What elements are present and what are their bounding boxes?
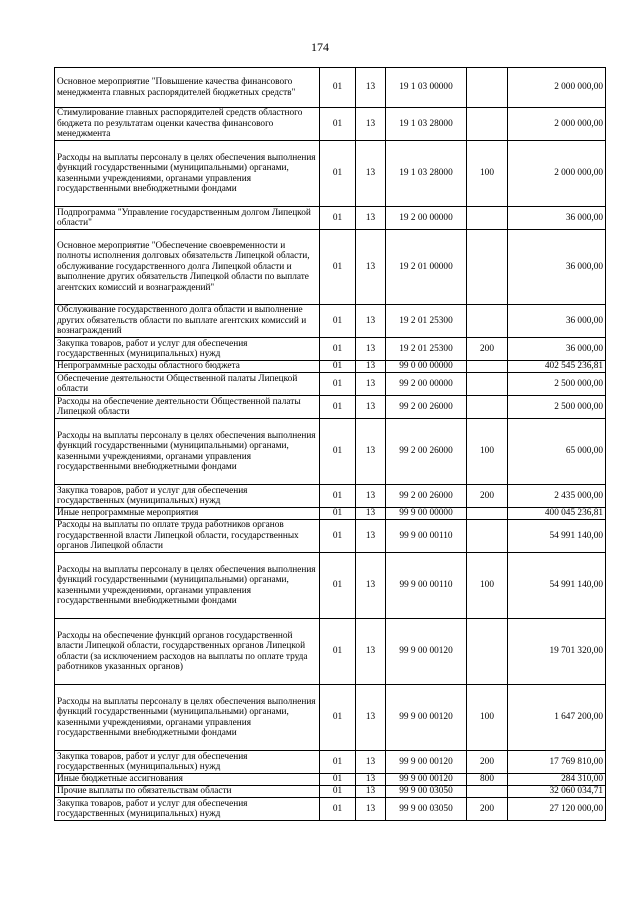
- row-section: 01: [320, 108, 356, 141]
- row-amount: 36 000,00: [508, 338, 606, 361]
- row-target-article: 99 0 00 00000: [386, 361, 467, 373]
- row-amount: 19 701 320,00: [508, 619, 606, 685]
- table-row: [55, 338, 606, 361]
- row-subsection: 13: [356, 419, 386, 485]
- row-target-article: 99 9 00 00120: [386, 751, 467, 774]
- row-amount: 400 045 236,81: [508, 508, 606, 520]
- table-row: [55, 373, 606, 396]
- row-subsection: 13: [356, 361, 386, 373]
- table-row: [55, 774, 606, 786]
- row-subsection: 13: [356, 305, 386, 338]
- row-section: 01: [320, 786, 356, 798]
- table-row: [55, 751, 606, 774]
- row-amount: 65 000,00: [508, 419, 606, 485]
- budget-table: [54, 67, 606, 821]
- row-expense-type: 100: [467, 685, 508, 751]
- row-name: Расходы на выплаты по оплате труда работников органов государственной власти Липецкой области, государственных органов Липецкой области: [55, 520, 320, 553]
- row-subsection: 13: [356, 68, 386, 108]
- row-name: Расходы на выплаты персоналу в целях обеспечения выполнения функций государственными (муниципальными) органами, казенными учреждениями, органами управления государственными внебюджетными фондами: [55, 419, 320, 485]
- row-target-article: 99 9 00 00110: [386, 520, 467, 553]
- row-section: 01: [320, 619, 356, 685]
- row-subsection: 13: [356, 553, 386, 619]
- row-name: Прочие выплаты по обязательствам области: [55, 786, 320, 798]
- row-target-article: 99 2 00 26000: [386, 485, 467, 508]
- row-target-article: 19 1 03 28000: [386, 108, 467, 141]
- row-amount: 2 000 000,00: [508, 108, 606, 141]
- row-name: Подпрограмма "Управление государственным долгом Липецкой области": [55, 207, 320, 230]
- row-amount: 2 435 000,00: [508, 485, 606, 508]
- row-name: Закупка товаров, работ и услуг для обеспечения государственных (муниципальных) нужд: [55, 751, 320, 774]
- table-row: [55, 68, 606, 108]
- row-expense-type: [467, 396, 508, 419]
- row-subsection: 13: [356, 396, 386, 419]
- row-name: Закупка товаров, работ и услуг для обеспечения государственных (муниципальных) нужд: [55, 485, 320, 508]
- row-target-article: 99 9 00 00110: [386, 553, 467, 619]
- table-row: [55, 230, 606, 305]
- row-target-article: 99 9 00 00000: [386, 508, 467, 520]
- row-amount: 2 500 000,00: [508, 396, 606, 419]
- row-amount: 54 991 140,00: [508, 553, 606, 619]
- row-amount: 2 000 000,00: [508, 68, 606, 108]
- row-name: Основное мероприятие "Обеспечение своевременности и полноты исполнения долговых обязательств Липецкой области, обслуживание государственного долга Липецкой области и выполнение других обязательств Липецкой области по выплате агентских комиссий и вознаграждений": [55, 230, 320, 305]
- row-subsection: 13: [356, 619, 386, 685]
- row-expense-type: [467, 508, 508, 520]
- row-section: 01: [320, 485, 356, 508]
- row-target-article: 19 2 00 00000: [386, 207, 467, 230]
- row-subsection: 13: [356, 798, 386, 821]
- row-expense-type: [467, 520, 508, 553]
- row-subsection: 13: [356, 520, 386, 553]
- row-section: 01: [320, 230, 356, 305]
- row-subsection: 13: [356, 508, 386, 520]
- row-target-article: 19 2 01 25300: [386, 338, 467, 361]
- table-row: [55, 798, 606, 821]
- row-target-article: 99 2 00 26000: [386, 419, 467, 485]
- row-section: 01: [320, 553, 356, 619]
- row-name: Обслуживание государственного долга области и выполнение других обязательств области по выплате агентских комиссий и вознаграждений: [55, 305, 320, 338]
- row-expense-type: [467, 619, 508, 685]
- row-section: 01: [320, 798, 356, 821]
- row-expense-type: 200: [467, 751, 508, 774]
- row-expense-type: 200: [467, 798, 508, 821]
- row-amount: 54 991 140,00: [508, 520, 606, 553]
- row-name: Расходы на обеспечение функций органов государственной власти Липецкой области, государственных органов Липецкой области (за исключением расходов на выплаты по оплате труда работников указанных органов): [55, 619, 320, 685]
- row-expense-type: 100: [467, 553, 508, 619]
- row-name: Иные бюджетные ассигнования: [55, 774, 320, 786]
- row-expense-type: [467, 373, 508, 396]
- row-target-article: 99 9 00 00120: [386, 619, 467, 685]
- row-amount: 27 120 000,00: [508, 798, 606, 821]
- row-amount: 36 000,00: [508, 305, 606, 338]
- table-row: [55, 685, 606, 751]
- table-row: [55, 520, 606, 553]
- row-subsection: 13: [356, 685, 386, 751]
- row-name: Расходы на выплаты персоналу в целях обеспечения выполнения функций государственными (муниципальными) органами, казенными учреждениями, органами управления государственными внебюджетными фондами: [55, 685, 320, 751]
- row-section: 01: [320, 207, 356, 230]
- row-subsection: 13: [356, 207, 386, 230]
- row-expense-type: [467, 230, 508, 305]
- row-subsection: 13: [356, 230, 386, 305]
- row-section: 01: [320, 751, 356, 774]
- row-subsection: 13: [356, 141, 386, 207]
- row-target-article: 99 9 00 00120: [386, 774, 467, 786]
- row-expense-type: 100: [467, 419, 508, 485]
- row-expense-type: [467, 207, 508, 230]
- row-expense-type: 200: [467, 338, 508, 361]
- row-subsection: 13: [356, 774, 386, 786]
- row-section: 01: [320, 520, 356, 553]
- row-amount: 2 000 000,00: [508, 141, 606, 207]
- row-amount: 36 000,00: [508, 207, 606, 230]
- row-name: Закупка товаров, работ и услуг для обеспечения государственных (муниципальных) нужд: [55, 338, 320, 361]
- row-subsection: 13: [356, 786, 386, 798]
- row-expense-type: [467, 786, 508, 798]
- row-section: 01: [320, 396, 356, 419]
- row-name: Обеспечение деятельности Общественной палаты Липецкой области: [55, 373, 320, 396]
- row-expense-type: [467, 108, 508, 141]
- row-subsection: 13: [356, 108, 386, 141]
- row-section: 01: [320, 419, 356, 485]
- table-row: [55, 419, 606, 485]
- table-row: [55, 141, 606, 207]
- row-subsection: 13: [356, 373, 386, 396]
- row-section: 01: [320, 338, 356, 361]
- row-expense-type: [467, 305, 508, 338]
- row-section: 01: [320, 373, 356, 396]
- row-target-article: 19 2 01 00000: [386, 230, 467, 305]
- row-amount: 36 000,00: [508, 230, 606, 305]
- row-target-article: 99 9 00 03050: [386, 798, 467, 821]
- row-target-article: 19 1 03 00000: [386, 68, 467, 108]
- row-target-article: 99 2 00 00000: [386, 373, 467, 396]
- row-section: 01: [320, 141, 356, 207]
- row-section: 01: [320, 305, 356, 338]
- table-row: [55, 207, 606, 230]
- row-amount: 284 310,00: [508, 774, 606, 786]
- row-expense-type: [467, 68, 508, 108]
- table-row: [55, 396, 606, 419]
- row-amount: 32 060 034,71: [508, 786, 606, 798]
- table-row: [55, 508, 606, 520]
- row-name: Расходы на выплаты персоналу в целях обеспечения выполнения функций государственными (муниципальными) органами, казенными учреждениями, органами управления государственными внебюджетными фондами: [55, 141, 320, 207]
- row-target-article: 19 2 01 25300: [386, 305, 467, 338]
- table-row: [55, 619, 606, 685]
- row-section: 01: [320, 68, 356, 108]
- table-row: [55, 786, 606, 798]
- budget-table-body: [55, 68, 606, 821]
- row-name: Непрограммные расходы областного бюджета: [55, 361, 320, 373]
- row-section: 01: [320, 508, 356, 520]
- row-name: Стимулирование главных распорядителей средств областного бюджета по результатам оценки качества финансового менеджмента: [55, 108, 320, 141]
- row-amount: 402 545 236,81: [508, 361, 606, 373]
- row-subsection: 13: [356, 485, 386, 508]
- row-amount: 17 769 810,00: [508, 751, 606, 774]
- row-amount: 1 647 200,00: [508, 685, 606, 751]
- row-target-article: 99 9 00 03050: [386, 786, 467, 798]
- row-name: Расходы на обеспечение деятельности Общественной палаты Липецкой области: [55, 396, 320, 419]
- row-expense-type: [467, 361, 508, 373]
- row-section: 01: [320, 361, 356, 373]
- row-target-article: 19 1 03 28000: [386, 141, 467, 207]
- table-row: [55, 361, 606, 373]
- row-target-article: 99 2 00 26000: [386, 396, 467, 419]
- table-row: [55, 553, 606, 619]
- table-row: [55, 305, 606, 338]
- row-name: Расходы на выплаты персоналу в целях обеспечения выполнения функций государственными (муниципальными) органами, казенными учреждениями, органами управления государственными внебюджетными фондами: [55, 553, 320, 619]
- row-name: Основное мероприятие "Повышение качества финансового менеджмента главных распорядителей бюджетных средств": [55, 68, 320, 108]
- row-section: 01: [320, 685, 356, 751]
- table-row: [55, 108, 606, 141]
- row-subsection: 13: [356, 751, 386, 774]
- row-expense-type: 100: [467, 141, 508, 207]
- row-expense-type: 200: [467, 485, 508, 508]
- row-amount: 2 500 000,00: [508, 373, 606, 396]
- row-section: 01: [320, 774, 356, 786]
- row-name: Иные непрограммные мероприятия: [55, 508, 320, 520]
- row-expense-type: 800: [467, 774, 508, 786]
- page-number: 174: [311, 40, 329, 54]
- row-subsection: 13: [356, 338, 386, 361]
- table-row: [55, 485, 606, 508]
- row-target-article: 99 9 00 00120: [386, 685, 467, 751]
- row-name: Закупка товаров, работ и услуг для обеспечения государственных (муниципальных) нужд: [55, 798, 320, 821]
